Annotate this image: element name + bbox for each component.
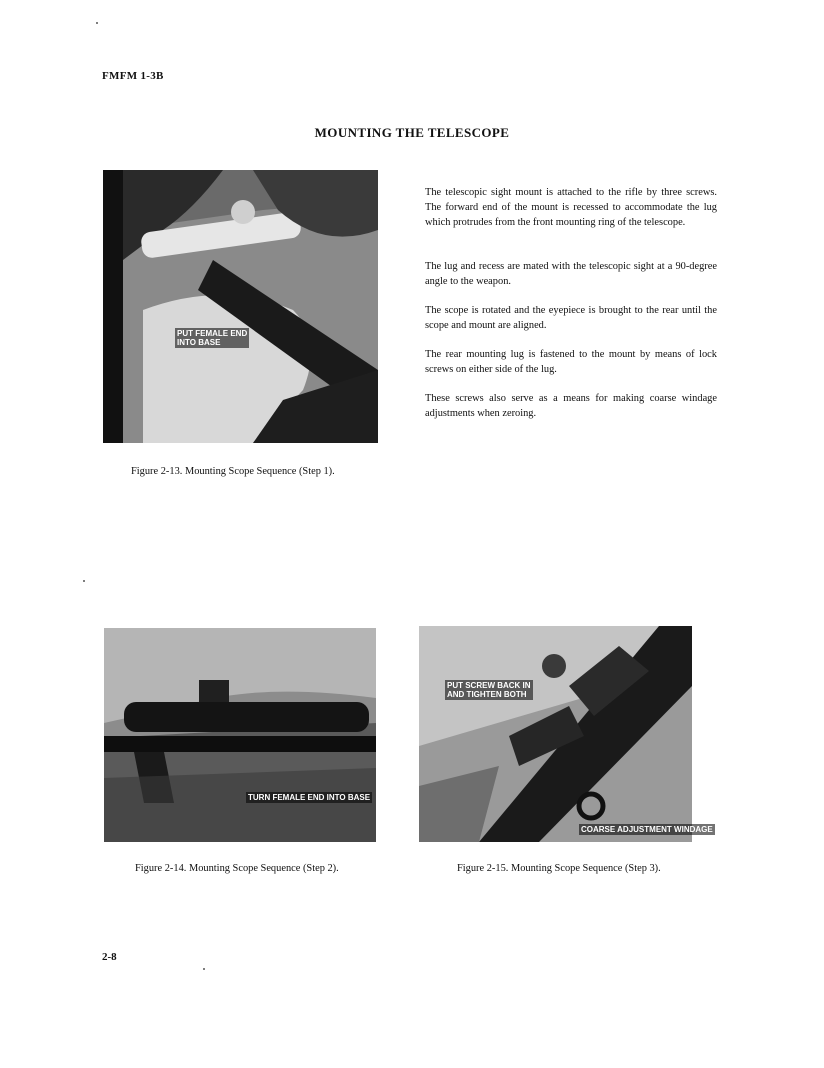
figure-2-15-caption: Figure 2-15. Mounting Scope Sequence (Step 3). xyxy=(457,863,661,874)
paragraph-1: The telescopic sight mount is attached to the rifle by three screws. The forward end of the mount is recessed to accommodate the lug which protrudes from the front mounting ring of the telescope. xyxy=(425,187,717,228)
figure-2-13-photo xyxy=(103,170,378,443)
paragraph-5: These screws also serve as a means for making coarse windage adjustments when zeroing. xyxy=(425,393,717,419)
figure-2-14-caption: Figure 2-14. Mounting Scope Sequence (Step 2). xyxy=(135,863,339,874)
document-id: FMFM 1-3B xyxy=(102,70,164,82)
scan-speck xyxy=(203,968,205,970)
scan-speck xyxy=(96,22,98,24)
figure-2-14-overlay: TURN FEMALE END INTO BASE xyxy=(248,793,371,802)
paragraph-3: The scope is rotated and the eyepiece is brought to the rear until the scope and mount are aligned. xyxy=(425,305,717,331)
page-number: 2-8 xyxy=(102,951,117,963)
paragraph-2: The lug and recess are mated with the telescopic sight at a 90-degree angle to the weapon. xyxy=(425,261,717,287)
figure-2-13-caption: Figure 2-13. Mounting Scope Sequence (Step 1). xyxy=(131,466,335,477)
figure-2-13-overlay: PUT FEMALE END INTO BASE xyxy=(177,329,248,347)
figure-2-15-overlay-windage: COARSE ADJUSTMENT WINDAGE xyxy=(581,825,713,834)
figure-2-14-photo xyxy=(104,628,376,842)
scan-speck xyxy=(83,580,85,582)
figure-2-15-photo xyxy=(419,626,713,842)
page-title: MOUNTING THE TELESCOPE xyxy=(314,125,510,140)
paragraph-4: The rear mounting lug is fastened to the mount by means of lock screws on either side of the lug. xyxy=(425,349,717,375)
figure-2-15-overlay-screw: PUT SCREW BACK IN AND TIGHTEN BOTH xyxy=(447,681,531,699)
